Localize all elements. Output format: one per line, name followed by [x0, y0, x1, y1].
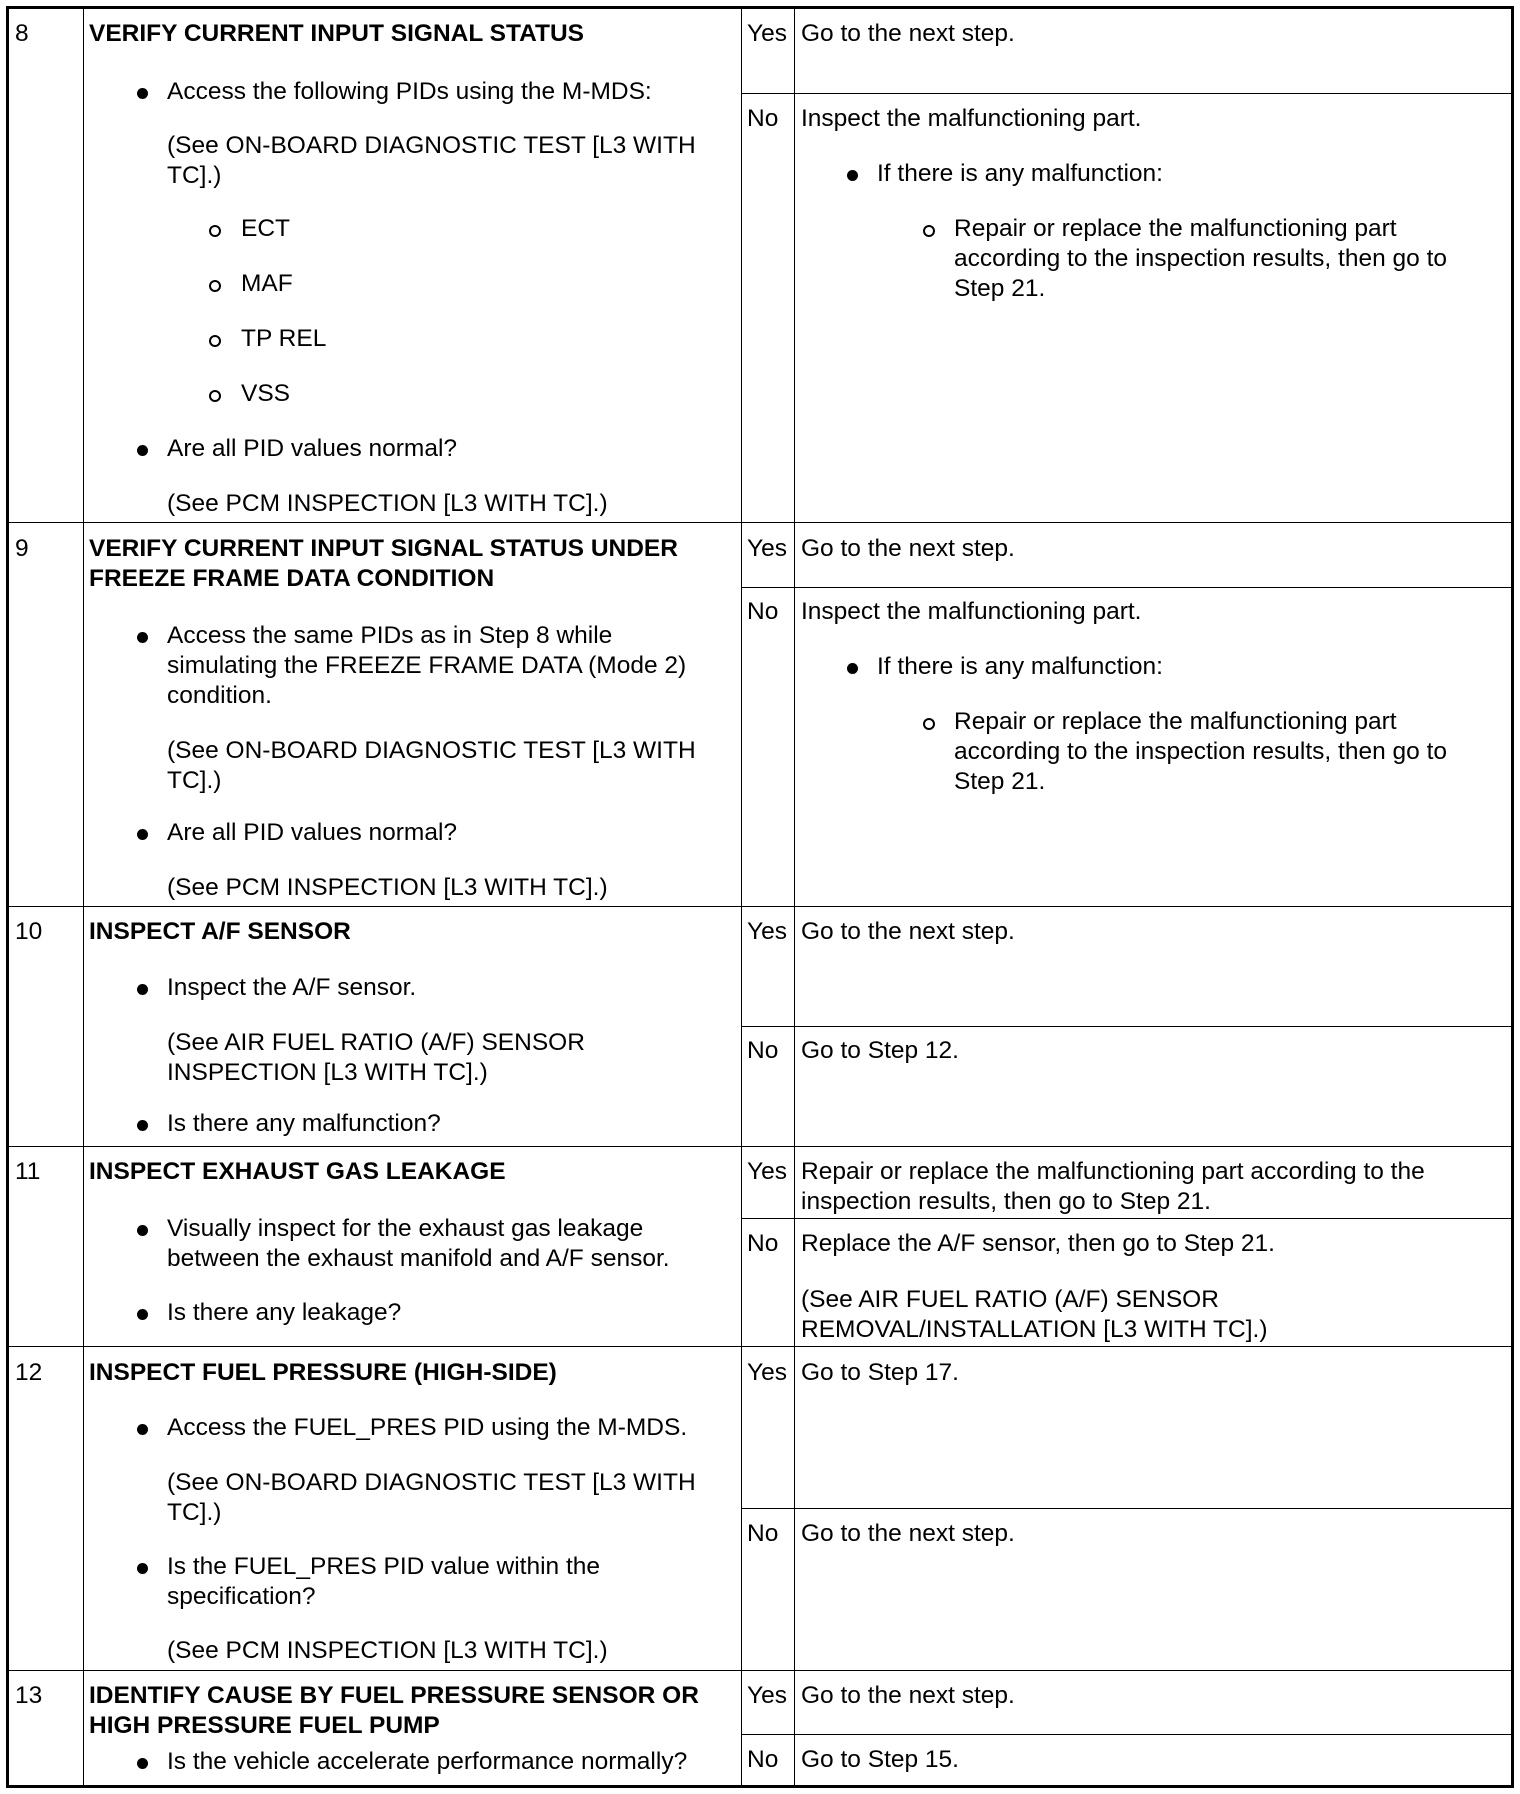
no-label: No [747, 105, 779, 132]
yes-no-divider-13 [741, 1734, 1511, 1735]
reference-text: (See PCM INSPECTION [L3 WITH TC].) [167, 874, 608, 901]
no-label: No [747, 598, 779, 625]
action-text: Access the same PIDs as in Step 8 while simulating the FREEZE FRAME DATA (Mode 2) condition. [167, 622, 687, 709]
row-divider-10-11 [9, 1146, 1511, 1147]
yes-result: Go to the next step. [801, 918, 1015, 945]
step-title: INSPECT FUEL PRESSURE (HIGH-SIDE) [89, 1359, 557, 1386]
yes-result: Go to the next step. [801, 20, 1015, 47]
circle-bullet-icon [209, 280, 221, 292]
no-result: Inspect the malfunctioning part. [801, 105, 1142, 132]
no-result: Go to Step 15. [801, 1746, 959, 1773]
step-number: 9 [15, 535, 29, 562]
no-result-sub: Repair or replace the malfunctioning part according to the inspection results, then go to Step 21. [954, 215, 1448, 302]
yes-no-divider-9 [741, 587, 1511, 588]
no-result-sub: Repair or replace the malfunctioning part according to the inspection results, then go to Step 21. [954, 708, 1448, 795]
pid-item: VSS [241, 380, 291, 407]
circle-bullet-icon [923, 718, 935, 730]
reference-text: (See PCM INSPECTION [L3 WITH TC].) [167, 1637, 608, 1664]
row-divider-9-10 [9, 906, 1511, 907]
pid-item: ECT [241, 215, 290, 242]
step-title: INSPECT A/F SENSOR [89, 918, 351, 945]
pid-item: MAF [241, 270, 293, 297]
no-label: No [747, 1746, 779, 1773]
bullet-icon [137, 1424, 148, 1435]
no-label: No [747, 1230, 779, 1257]
bullet-icon [137, 1563, 148, 1574]
question-text: Is there any leakage? [167, 1299, 402, 1326]
yes-label: Yes [747, 918, 787, 945]
bullet-icon [137, 1120, 148, 1131]
yes-label: Yes [747, 535, 787, 562]
no-result-bullet: If there is any malfunction: [877, 653, 1163, 680]
column-divider-step [83, 9, 84, 1785]
bullet-icon [137, 829, 148, 840]
yes-result: Go to the next step. [801, 535, 1015, 562]
no-label: No [747, 1520, 779, 1547]
yes-label: Yes [747, 20, 787, 47]
bullet-icon [137, 88, 148, 99]
yes-result: Repair or replace the malfunctioning part according to the inspection results, then go to Step 21. [801, 1158, 1425, 1215]
step-title: VERIFY CURRENT INPUT SIGNAL STATUS [89, 20, 585, 47]
yes-label: Yes [747, 1682, 787, 1709]
reference-text: (See ON-BOARD DIAGNOSTIC TEST [L3 WITH TC].) [167, 737, 696, 794]
diagnostic-procedure-table [6, 6, 1514, 1788]
row-divider-8-9 [9, 522, 1511, 523]
bullet-icon [137, 1225, 148, 1236]
action-text: Access the following PIDs using the M-MDS: [167, 78, 652, 105]
no-result: Go to the next step. [801, 1520, 1015, 1547]
no-result-bullet: If there is any malfunction: [877, 160, 1163, 187]
action-text: Inspect the A/F sensor. [167, 974, 417, 1001]
yes-result: Go to the next step. [801, 1682, 1015, 1709]
column-divider-action [741, 9, 742, 1785]
yes-no-divider-11 [741, 1218, 1511, 1219]
bullet-icon [137, 445, 148, 456]
no-result-reference: (See AIR FUEL RATIO (A/F) SENSOR REMOVAL/INSTALLATION [L3 WITH TC].) [801, 1286, 1268, 1343]
yes-label: Yes [747, 1359, 787, 1386]
question-text: Is there any malfunction? [167, 1110, 441, 1137]
circle-bullet-icon [209, 390, 221, 402]
circle-bullet-icon [209, 335, 221, 347]
bullet-icon [847, 170, 858, 181]
bullet-icon [847, 663, 858, 674]
bullet-icon [137, 1758, 148, 1769]
yes-no-divider-10 [741, 1026, 1511, 1027]
step-title: VERIFY CURRENT INPUT SIGNAL STATUS UNDER FREEZE FRAME DATA CONDITION [89, 535, 678, 592]
column-divider-yes-no [794, 9, 795, 1785]
reference-text: (See AIR FUEL RATIO (A/F) SENSOR INSPECTION [L3 WITH TC].) [167, 1029, 585, 1086]
bullet-icon [137, 1309, 148, 1320]
circle-bullet-icon [923, 225, 935, 237]
row-divider-12-13 [9, 1670, 1511, 1671]
step-title: IDENTIFY CAUSE BY FUEL PRESSURE SENSOR OR HIGH PRESSURE FUEL PUMP [89, 1682, 699, 1739]
reference-text: (See PCM INSPECTION [L3 WITH TC].) [167, 490, 608, 517]
reference-text: (See ON-BOARD DIAGNOSTIC TEST [L3 WITH TC].) [167, 132, 696, 189]
bullet-icon [137, 984, 148, 995]
action-text: Access the FUEL_PRES PID using the M-MDS. [167, 1414, 688, 1441]
question-text: Is the FUEL_PRES PID value within the specification? [167, 1553, 601, 1610]
yes-label: Yes [747, 1158, 787, 1185]
yes-no-divider-8 [741, 93, 1511, 94]
step-number: 13 [15, 1682, 43, 1709]
step-number: 10 [15, 918, 43, 945]
no-result: Replace the A/F sensor, then go to Step 21. [801, 1230, 1275, 1257]
step-number: 12 [15, 1359, 43, 1386]
pid-item: TP REL [241, 325, 327, 352]
reference-text: (See ON-BOARD DIAGNOSTIC TEST [L3 WITH TC].) [167, 1469, 696, 1526]
step-title: INSPECT EXHAUST GAS LEAKAGE [89, 1158, 506, 1185]
question-text: Are all PID values normal? [167, 435, 458, 462]
no-result: Inspect the malfunctioning part. [801, 598, 1142, 625]
bullet-icon [137, 632, 148, 643]
yes-result: Go to Step 17. [801, 1359, 959, 1386]
question-text: Is the vehicle accelerate performance normally? [167, 1748, 688, 1775]
no-label: No [747, 1037, 779, 1064]
yes-no-divider-12 [741, 1508, 1511, 1509]
question-text: Are all PID values normal? [167, 819, 458, 846]
circle-bullet-icon [209, 225, 221, 237]
no-result: Go to Step 12. [801, 1037, 959, 1064]
action-text: Visually inspect for the exhaust gas leakage between the exhaust manifold and A/F sensor. [167, 1215, 670, 1272]
step-number: 11 [15, 1158, 41, 1185]
row-divider-11-12 [9, 1346, 1511, 1347]
step-number: 8 [15, 20, 29, 47]
